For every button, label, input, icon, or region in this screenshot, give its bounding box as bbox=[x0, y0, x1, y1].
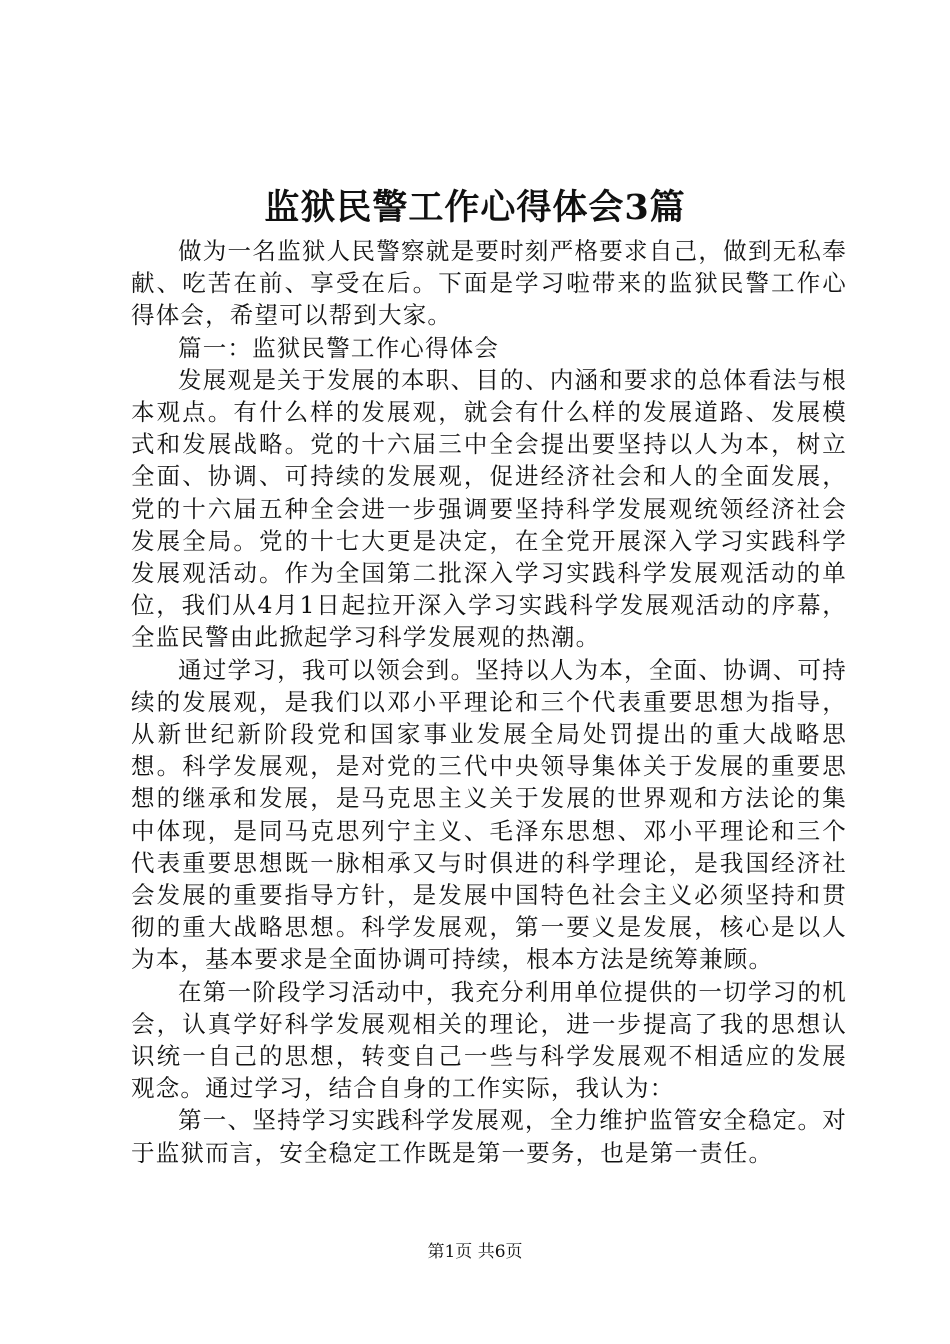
body-paragraph: 第一、坚持学习实践科学发展观，全力维护监管安全稳定。对于监狱而言，安全稳定工作既是第一要务，也是第一责任。 bbox=[131, 1106, 847, 1167]
document-title: 监狱民警工作心得体会3篇 bbox=[264, 187, 686, 228]
body-paragraph: 在第一阶段学习活动中，我充分利用单位提供的一切学习的机会，认真学好科学发展观相关的理论，进一步提高了我的思想认识统一自己的思想，转变自己一些与科学发展观不相适应的发展观念。通过学习，结合自身的工作实际，我认为： bbox=[131, 977, 847, 1103]
intro-paragraph: 做为一名监狱人民警察就是要时刻严格要求自己，做到无私奉献、吃苦在前、享受在后。下面是学习啦带来的监狱民警工作心得体会，希望可以帮到大家。 bbox=[131, 237, 847, 330]
body-paragraph: 通过学习，我可以领会到。坚持以人为本，全面、协调、可持续的发展观，是我们以邓小平理论和三个代表重要思想为指导，从新世纪新阶段党和国家事业发展全局处罚提出的重大战略思想。科学发展观，是对党的三代中央领导集体关于发展的重要思想的继承和发展，是马克思主义关于发展的世界观和方法论的集中体现，是同马克思列宁主义、毛泽东思想、邓小平理论和三个代表重要思想既一脉相承又与时俱进的科学理论，是我国经济社会发展的重要指导方针，是发展中国特色社会主义必须坚持和贯彻的重大战略思想。科学发展观，第一要义是发展，核心是以人为本，基本要求是全面协调可持续，根本方法是统筹兼顾。 bbox=[131, 655, 847, 974]
document-body bbox=[131, 235, 847, 1169]
page-number-footer: 第1页 共6页 bbox=[427, 1242, 523, 1262]
section-heading: 篇一：监狱民警工作心得体会 bbox=[178, 333, 500, 362]
body-paragraph: 发展观是关于发展的本职、目的、内涵和要求的总体看法与根本观点。有什么样的发展观，就会有什么样的发展道路、发展模式和发展战略。党的十六届三中全会提出要坚持以人为本，树立全面、协调、可持续的发展观，促进经济社会和人的全面发展，党的十六届五种全会进一步强调要坚持科学发展观统领经济社会发展全局。党的十七大更是决定，在全党开展深入学习实践科学发展观活动。作为全国第二批深入学习实践科学发展观活动的单位，我们从4月1日起拉开深入学习实践科学发展观活动的序幕，全监民警由此掀起学习科学发展观的热潮。 bbox=[131, 365, 847, 652]
